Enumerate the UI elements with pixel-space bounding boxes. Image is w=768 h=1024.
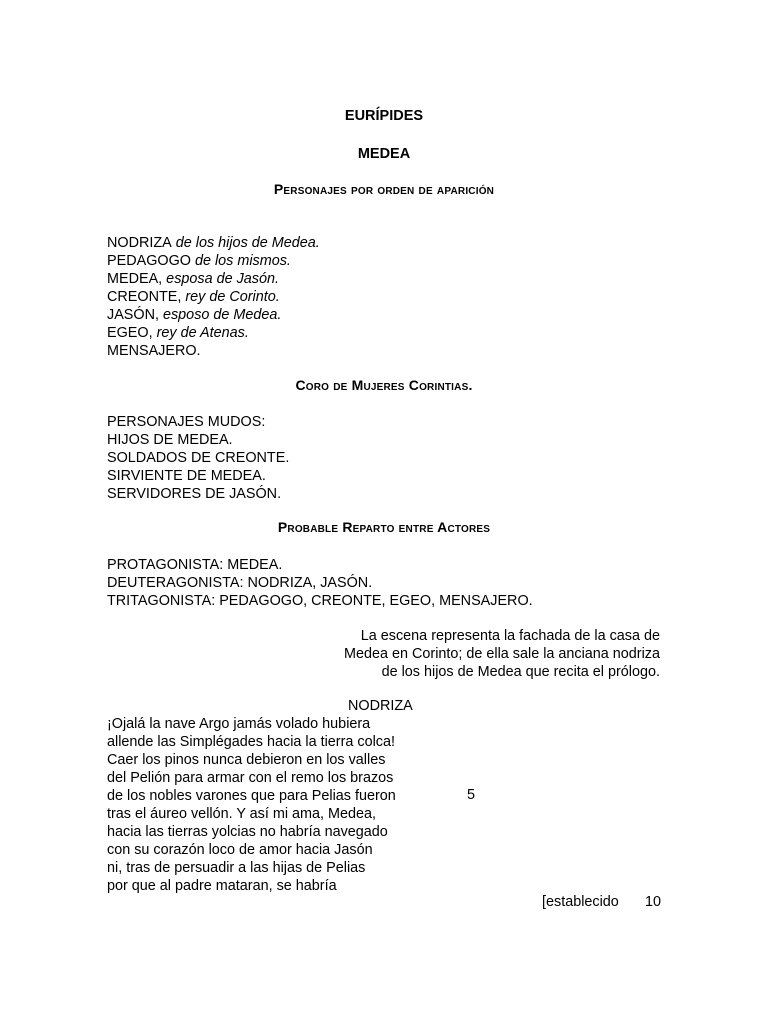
verse-continuation: [establecido <box>542 894 619 910</box>
speaker-name: NODRIZA <box>348 698 413 714</box>
cast-item <box>107 288 320 306</box>
cast-item <box>107 324 320 342</box>
verse-line: ¡Ojalá la nave Argo jamás volado hubiera <box>107 716 371 732</box>
mute-item: HIJOS DE MEDEA. <box>107 432 233 448</box>
actor-item: DEUTERAGONISTA: NODRIZA, JASÓN. <box>107 575 373 591</box>
cast-name: CREONTE, <box>107 289 182 305</box>
mute-item: SIRVIENTE DE MEDEA. <box>107 468 266 484</box>
verse-line: del Pelión para armar con el remo los brazos <box>107 770 394 786</box>
verse-line: de los nobles varones que para Pelias fueron <box>107 788 396 804</box>
cast-name: MEDEA, <box>107 271 163 287</box>
cast-item <box>107 342 320 360</box>
play-title: MEDEA <box>357 146 411 162</box>
stage-line: Medea en Corinto; de ella sale la anciana nodriza <box>344 646 660 662</box>
mute-item: PERSONAJES MUDOS: <box>107 414 266 430</box>
cast-desc: esposa de Jasón. <box>162 271 279 287</box>
line-number-5: 5 <box>467 787 476 803</box>
verse-block <box>107 715 396 895</box>
cast-list <box>107 234 320 360</box>
stage-line: La escena representa la fachada de la casa de <box>360 628 660 644</box>
stage-line: de los hijos de Medea que recita el prólogo. <box>381 664 660 680</box>
characters-heading: Personajes por orden de aparición <box>273 181 495 197</box>
verse-line: allende las Simplégades hacia la tierra colca! <box>107 734 395 750</box>
actor-item: TRITAGONISTA: PEDAGOGO, CREONTE, EGEO, MENSAJERO. <box>107 593 533 609</box>
verse-line: con su corazón loco de amor hacia Jasón <box>107 842 373 858</box>
cast-desc: esposo de Medea. <box>158 307 282 323</box>
cast-name: JASÓN, <box>107 307 159 323</box>
mute-item: SERVIDORES DE JASÓN. <box>107 486 282 502</box>
cast-desc: de los mismos. <box>190 253 291 269</box>
mute-item: SOLDADOS DE CREONTE. <box>107 450 290 466</box>
cast-desc: rey de Corinto. <box>181 289 280 305</box>
cast-desc: rey de Atenas. <box>152 325 249 341</box>
cast-desc: de los hijos de Medea. <box>171 235 320 251</box>
cast-item <box>107 252 320 270</box>
verse-line: hacia las tierras yolcias no habría navegado <box>107 824 388 840</box>
actors-list <box>107 556 533 610</box>
cast-item <box>107 306 320 324</box>
cast-name: NODRIZA <box>107 235 172 251</box>
cast-name: EGEO, <box>107 325 153 341</box>
actors-heading: Probable Reparto entre Actores <box>277 519 491 535</box>
mute-characters-list <box>107 413 289 503</box>
cast-name: MENSAJERO. <box>107 343 201 359</box>
verse-line: por que al padre mataran, se habría <box>107 878 337 894</box>
verse-line: tras el áureo vellón. Y así mi ama, Medea, <box>107 806 377 822</box>
actor-item: PROTAGONISTA: MEDEA. <box>107 557 283 573</box>
line-number-10: 10 <box>645 894 662 910</box>
verse-line: Caer los pinos nunca debieron en los valles <box>107 752 386 768</box>
chorus-heading: Coro de Mujeres Corintias. <box>295 377 473 393</box>
verse-line: ni, tras de persuadir a las hijas de Pelias <box>107 860 366 876</box>
stage-direction <box>300 627 660 681</box>
author-heading: EURÍPIDES <box>344 108 424 124</box>
cast-item <box>107 270 320 288</box>
cast-item <box>107 234 320 252</box>
cast-name: PEDAGOGO <box>107 253 191 269</box>
